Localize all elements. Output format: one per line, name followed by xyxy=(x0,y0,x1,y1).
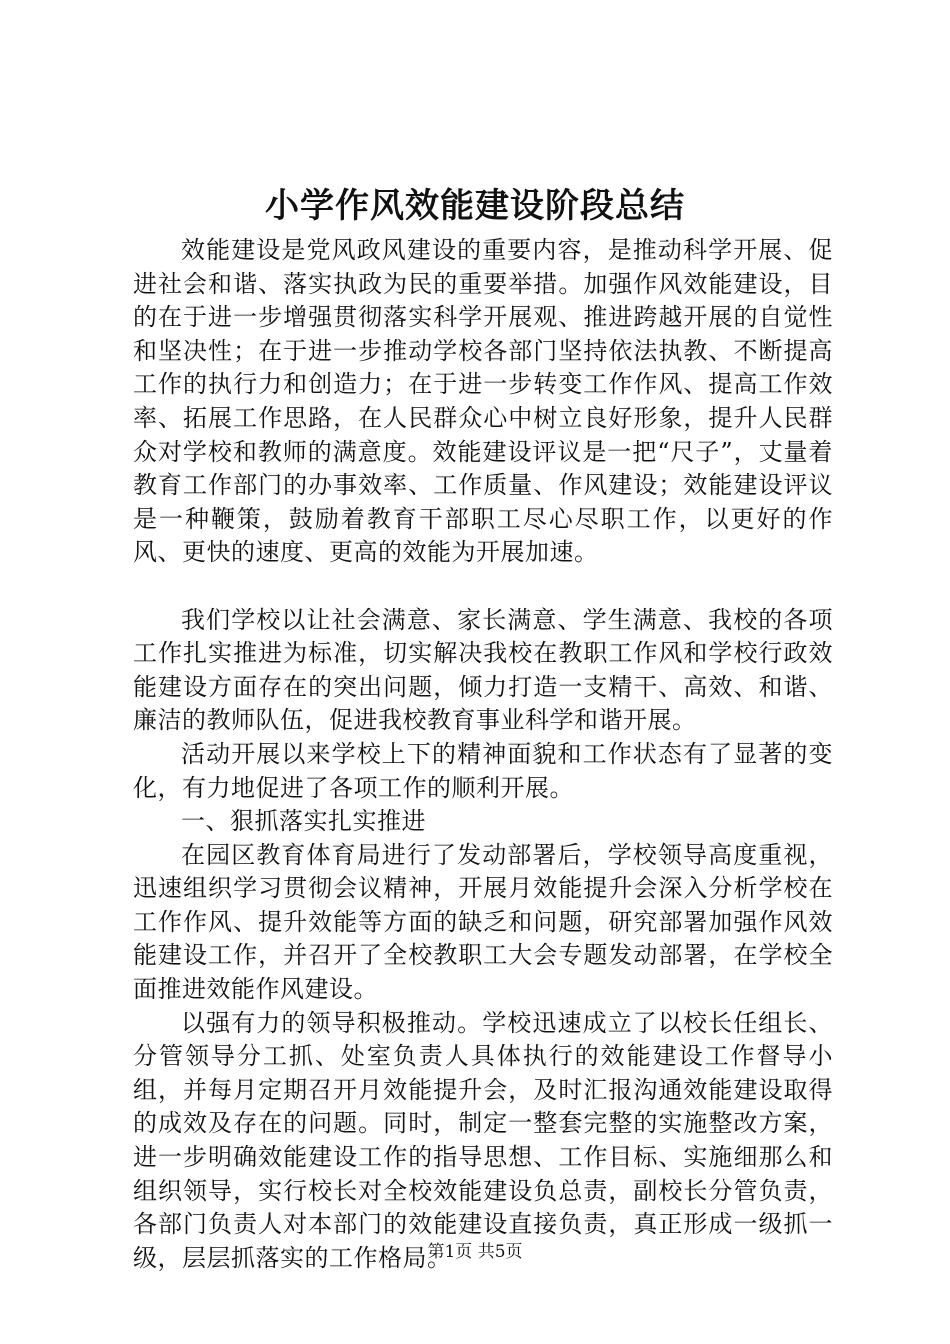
paragraph-school-goal: 我们学校以让社会满意、家长满意、学生满意、我校的各项工作扎实推进为标准，切实解决我校在教职工作风和学校行政效能建设方面存在的突出问题，倾力打造一支精干、高效、和谐、廉洁的教师队伍，促进我校教育事业科学和谐开展。 xyxy=(133,605,833,735)
document-body xyxy=(133,234,833,1275)
paragraph-intro: 效能建设是党风政风建设的重要内容，是推动科学开展、促进社会和谐、落实执政为民的重要举措。加强作风效能建设，目的在于进一步增强贯彻落实科学开展观、推进跨越开展的自觉性和坚决性；在于进一步推动学校各部门坚持依法执教、不断提高工作的执行力和创造力；在于进一步转变工作作风、提高工作效率、拓展工作思路，在人民群众心中树立良好形象，提升人民群众对学校和教师的满意度。效能建设评议是一把“尺子”，丈量着教育工作部门的办事效率、工作质量、作风建设；效能建设评议是一种鞭策，鼓励着教育干部职工尽心尽职工作，以更好的作风、更快的速度、更高的效能为开展加速。 xyxy=(133,236,833,567)
section-heading-1: 一、狠抓落实扎实推进 xyxy=(181,807,426,836)
page-number: 第1页 共5页 xyxy=(427,1242,523,1262)
paragraph-deployment: 在园区教育体育局进行了发动部署后，学校领导高度重视，迅速组织学习贯彻会议精神，开展月效能提升会深入分析学校在工作作风、提升效能等方面的缺乏和问题，研究部署加强作风效能建设工作，并召开了全校教职工大会专题发动部署，在学校全面推进效能作风建设。 xyxy=(133,840,833,1004)
paragraph-leadership: 以强有力的领导积极推动。学校迅速成立了以校长任组长、分管领导分工抓、处室负责人具体执行的效能建设工作督导小组，并每月定期召开月效能提升会，及时汇报沟通效能建设取得的成效及存在的问题。同时，制定一整套完整的实施整改方案，进一步明确效能建设工作的指导思想、工作目标、实施细那么和组织领导，实行校长对全校效能建设负总责，副校长分管负责，各部门负责人对本部门的效能建设直接负责，真正形成一级抓一级，层层抓落实的工作格局。 xyxy=(133,1008,833,1272)
paragraph-activity-effect: 活动开展以来学校上下的精神面貌和工作状态有了显著的变化，有力地促进了各项工作的顺利开展。 xyxy=(133,739,833,802)
document-title: 小学作风效能建设阶段总结 xyxy=(265,186,685,226)
